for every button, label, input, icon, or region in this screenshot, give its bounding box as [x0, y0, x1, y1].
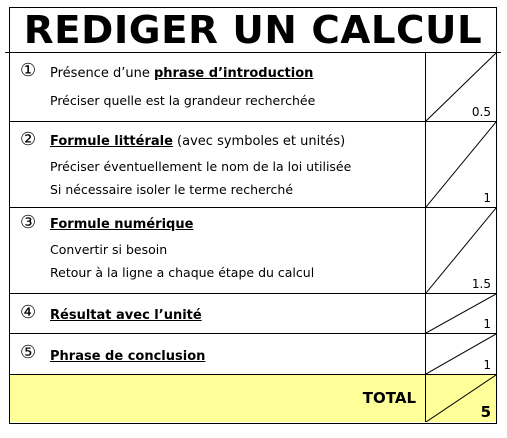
criterion-detail: Préciser quelle est la grandeur recherchée	[50, 93, 316, 108]
total-label: TOTAL	[362, 389, 416, 407]
total-value: 5	[480, 403, 491, 421]
step-number-5: ⑤	[20, 342, 37, 363]
points-value: 1	[483, 358, 491, 372]
criterion-heading-2	[50, 134, 345, 149]
criterion-detail: Retour à la ligne a chaque étape du calcul	[50, 265, 315, 280]
total-row	[10, 375, 496, 422]
criterion-heading-5	[50, 349, 205, 364]
score-cell-1	[425, 53, 496, 121]
points-value: 1	[483, 191, 491, 205]
criterion-heading-keyword: Phrase de conclusion	[50, 349, 206, 364]
criterion-heading-keyword: Résultat avec l’unité	[50, 308, 202, 323]
points-value: 1.5	[471, 277, 491, 291]
score-cell-3	[425, 208, 496, 293]
criterion-heading-keyword: phrase d’introduction	[153, 66, 314, 81]
score-cell-5	[425, 334, 496, 374]
points-value: 0.5	[471, 105, 491, 119]
criterion-heading-3	[50, 217, 193, 232]
score-cell-2	[425, 122, 496, 207]
step-number-2: ②	[20, 129, 37, 150]
criterion-heading-suffix: (avec symboles et unités)	[172, 134, 346, 149]
criterion-heading-1	[50, 66, 313, 81]
criterion-row-3	[10, 208, 496, 294]
criterion-detail: Convertir si besoin	[50, 242, 168, 257]
criterion-detail: Préciser éventuellement le nom de la loi utilisée	[50, 159, 352, 174]
criterion-row-1	[10, 53, 496, 122]
criterion-row-5	[10, 334, 496, 375]
step-number-1: ①	[20, 60, 37, 81]
step-number-3: ③	[20, 212, 37, 233]
total-score-cell	[425, 375, 496, 422]
criterion-heading-4	[50, 308, 202, 323]
criterion-row-4	[10, 294, 496, 334]
score-cell-4	[425, 294, 496, 333]
criterion-heading-keyword: Formule littérale	[50, 134, 173, 149]
criterion-detail: Si nécessaire isoler le terme recherché	[50, 182, 294, 197]
points-value: 1	[483, 317, 491, 331]
criterion-row-2	[10, 122, 496, 208]
step-number-4: ④	[20, 302, 37, 323]
page-title: REDIGER UN CALCUL	[5, 8, 501, 53]
grading-table	[9, 7, 497, 424]
criterion-heading-keyword: Formule numérique	[50, 217, 194, 232]
criterion-heading-prefix: Présence d’une	[50, 66, 154, 81]
